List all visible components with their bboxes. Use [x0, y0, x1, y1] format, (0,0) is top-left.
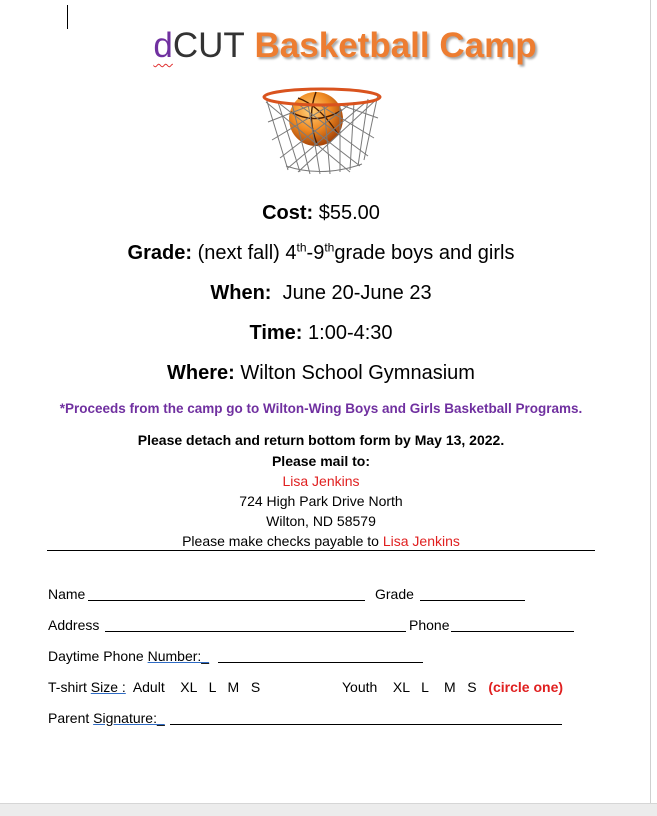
mail-to-label: Please mail to:: [271, 453, 371, 469]
basketball-hoop-icon: [258, 82, 386, 176]
youth-sizes[interactable]: XL L M S: [392, 679, 477, 695]
daytime-number-link: Number:_: [147, 648, 210, 664]
detach-line: [47, 550, 595, 551]
adult-sizes[interactable]: XL L M S: [180, 679, 261, 695]
parent-signature-label: [48, 709, 165, 727]
grade-sup1: th: [296, 240, 307, 255]
title-d: d: [153, 26, 173, 65]
grade-pre: (next fall) 4: [197, 242, 297, 264]
daytime-prefix: Daytime Phone: [48, 648, 148, 664]
address-label: Address: [48, 617, 100, 633]
mail-city: Wilton, ND 58579: [266, 513, 376, 529]
grade-sup2: th: [324, 240, 335, 255]
grade-mid: -9: [306, 242, 325, 264]
checks-prefix: Please make checks payable to: [182, 533, 383, 549]
tshirt-prefix: T-shirt: [48, 679, 91, 695]
address-field[interactable]: [105, 631, 406, 632]
parent-prefix: Parent: [48, 710, 94, 726]
youth-size-row: [342, 678, 563, 696]
phone-field[interactable]: [451, 631, 574, 632]
grade-field[interactable]: [420, 600, 525, 601]
where-value: Wilton School Gymnasium: [240, 362, 475, 384]
adult-label: Adult: [132, 679, 165, 695]
when-value: June 20-June 23: [282, 282, 432, 304]
where-line: [0, 360, 642, 386]
circle-one-note: (circle one): [488, 679, 564, 695]
window-bottom-edge: [0, 803, 657, 816]
time-label: Time:: [249, 322, 303, 344]
grade-post: grade boys and girls: [334, 242, 515, 264]
detach-instruction: Please detach and return bottom form by May 13, 2022.: [137, 432, 505, 448]
time-value: 1:00-4:30: [308, 322, 393, 344]
cost-label: Cost:: [262, 202, 314, 224]
mail-name: Lisa Jenkins: [282, 473, 360, 489]
daytime-phone-field[interactable]: [218, 662, 423, 663]
name-field[interactable]: [88, 600, 365, 601]
phone-label: Phone: [409, 617, 450, 633]
name-label: Name: [48, 586, 86, 602]
time-line: [0, 320, 642, 346]
page-title: [0, 22, 657, 70]
when-line: [0, 280, 642, 306]
grade-label: Grade:: [127, 242, 193, 264]
cost-line: [0, 200, 642, 226]
where-label: Where:: [167, 362, 235, 384]
checks-name: Lisa Jenkins: [382, 533, 460, 549]
title-cut: CUT: [172, 26, 245, 65]
grade-field-label: Grade: [375, 586, 414, 602]
title-basketball-camp: Basketball Camp: [254, 26, 537, 65]
mail-street: 724 High Park Drive North: [239, 493, 403, 509]
cost-value: $55.00: [318, 202, 380, 224]
youth-label: Youth: [342, 679, 378, 695]
signature-field[interactable]: [170, 724, 562, 725]
tshirt-size-row: [48, 678, 260, 696]
tshirt-size-link: Size :: [90, 679, 126, 695]
proceeds-note: *Proceeds from the camp go to Wilton-Wing Boys and Girls Basketball Programs.: [59, 401, 583, 416]
grade-line: [0, 240, 642, 266]
daytime-phone-label: [48, 647, 209, 665]
signature-link: Signature:_: [93, 710, 165, 726]
when-label: When:: [210, 282, 272, 304]
checks-payable-line: [0, 531, 642, 551]
